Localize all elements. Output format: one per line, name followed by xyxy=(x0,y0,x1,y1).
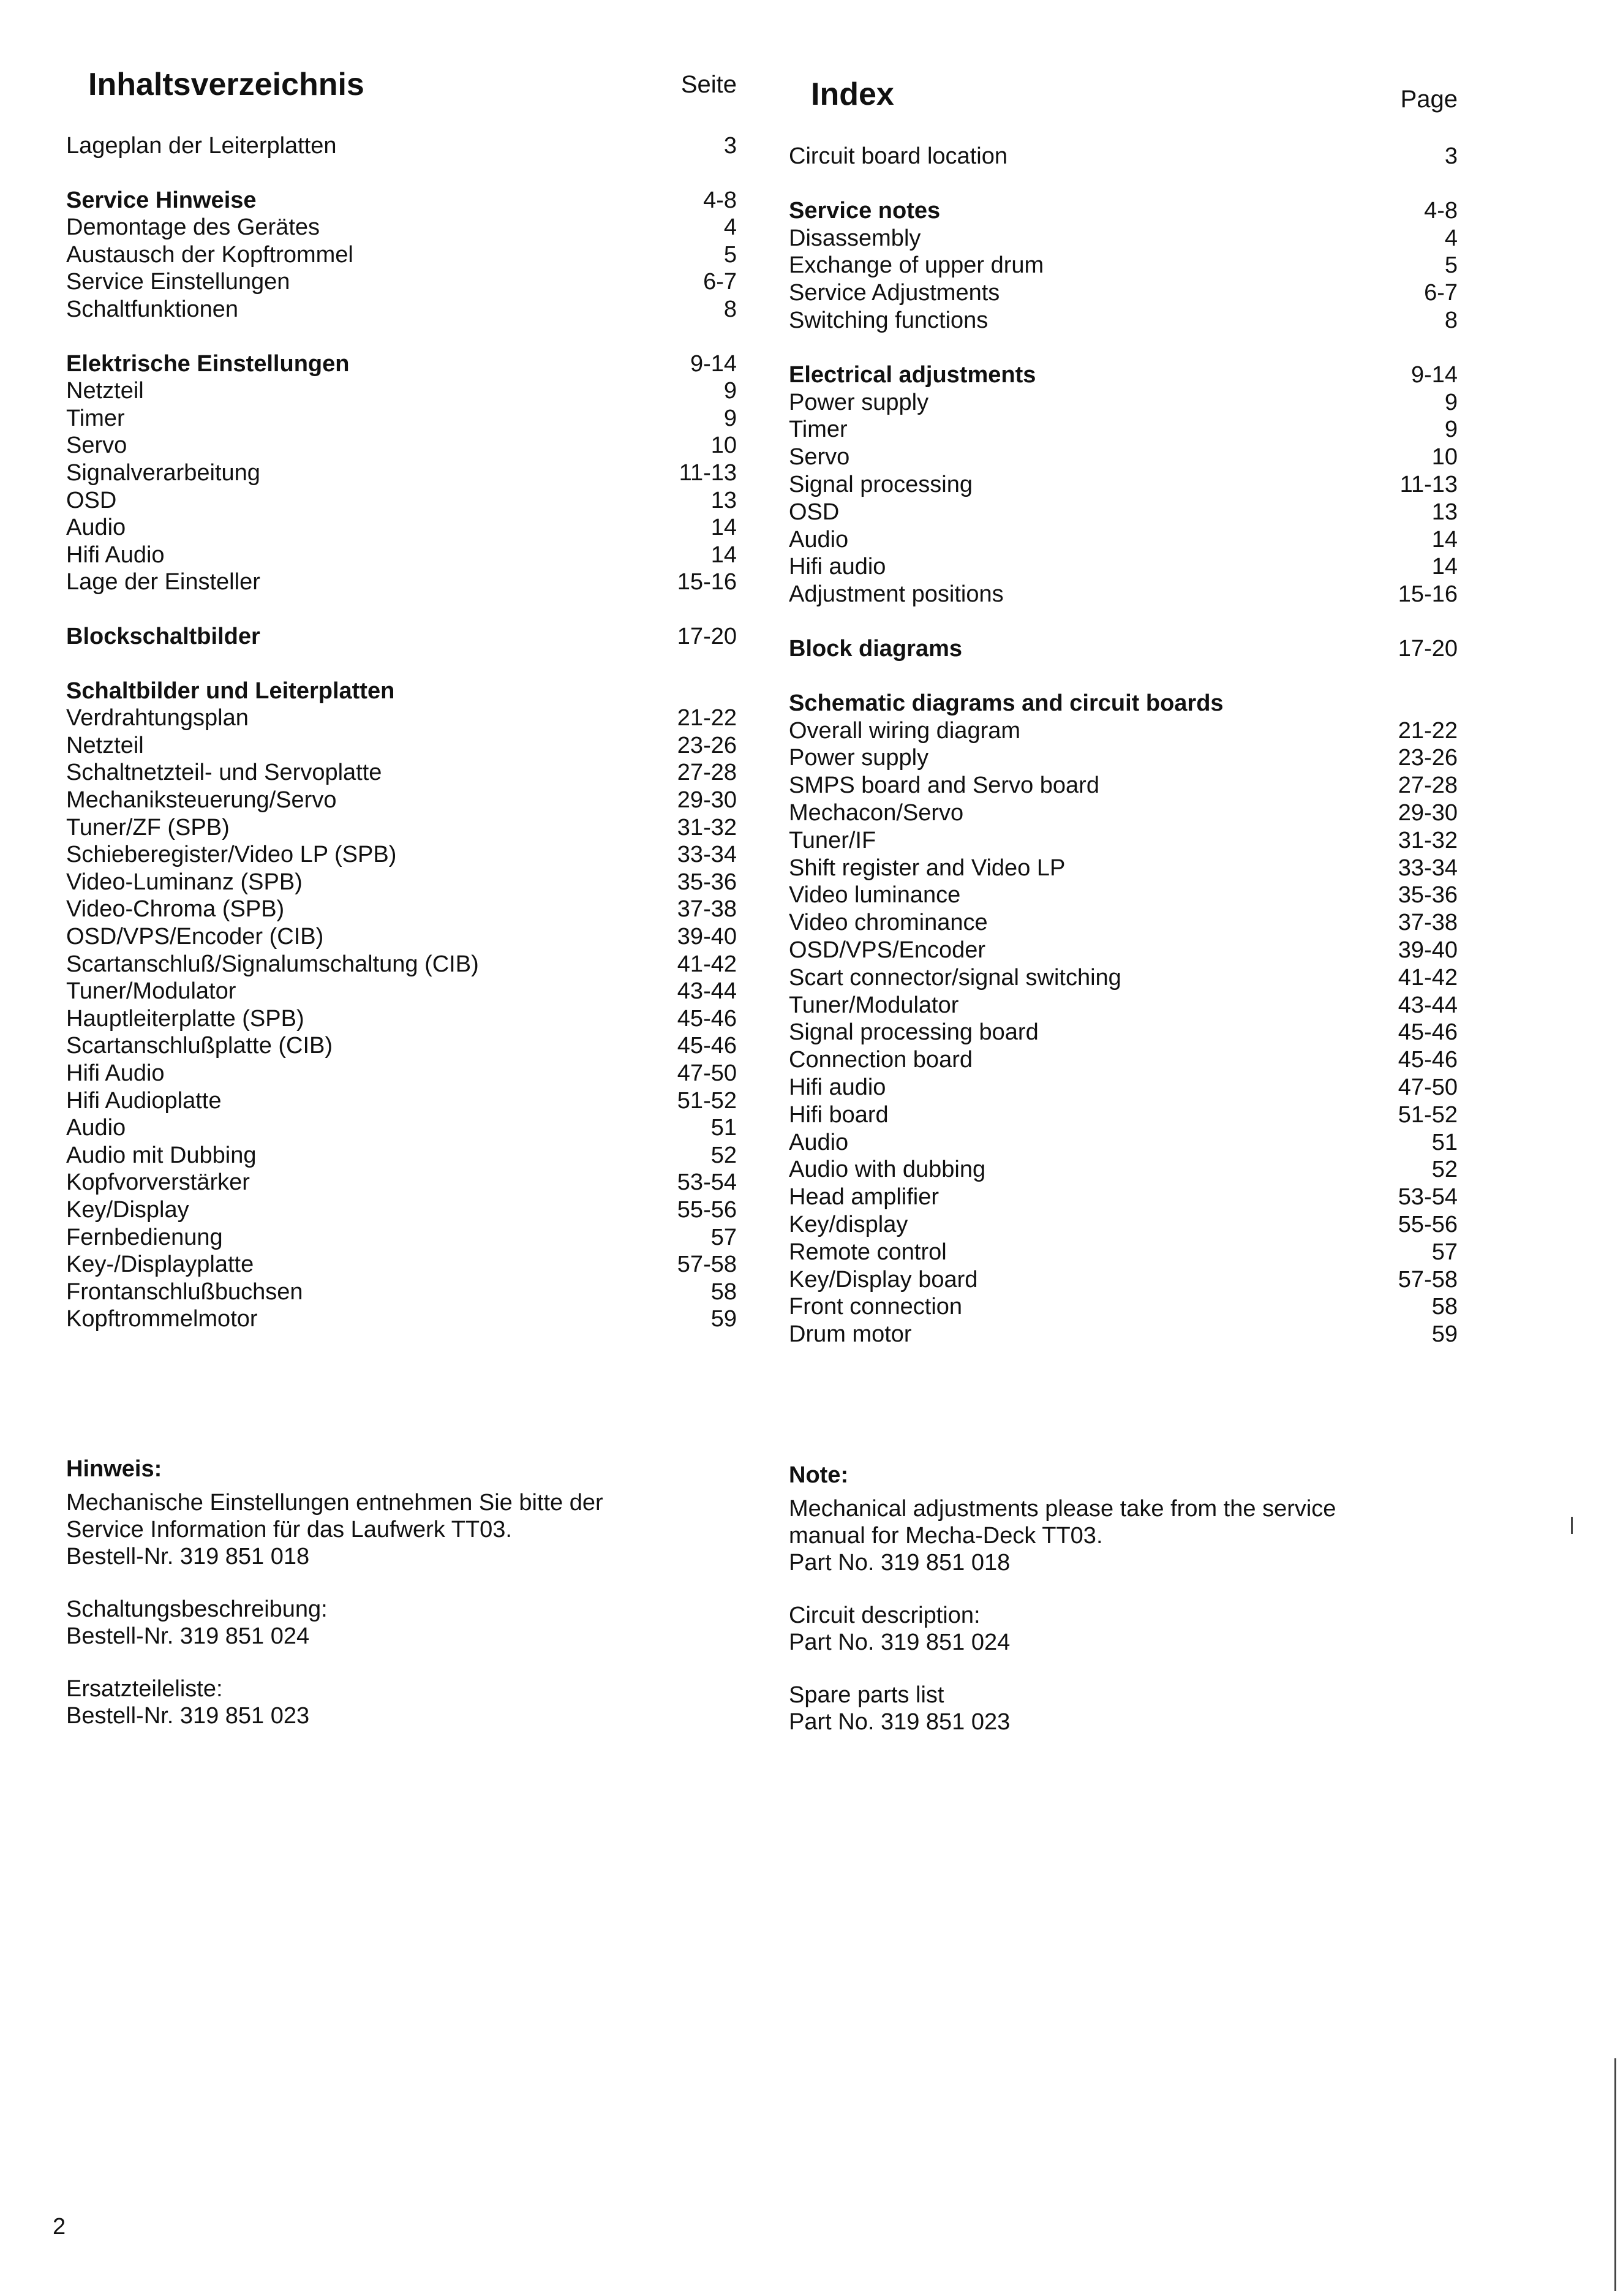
toc-entry-page: 13 xyxy=(710,487,737,513)
toc-entry-title: Schaltfunktionen xyxy=(66,296,238,322)
toc-entry xyxy=(66,213,737,241)
toc-entry xyxy=(66,568,737,596)
toc-entry xyxy=(66,840,737,869)
toc-entry xyxy=(789,415,1458,444)
toc-entry-title: Tuner/Modulator xyxy=(789,992,959,1018)
toc-entry xyxy=(66,295,737,323)
toc-entry-page: 27-28 xyxy=(1398,772,1458,799)
scan-edge-mark xyxy=(1614,2058,1616,2291)
toc-entry-title: Circuit board location xyxy=(789,143,1007,169)
toc-entry xyxy=(789,881,1458,909)
toc-entry xyxy=(66,1059,737,1087)
toc-entry-title: Video chrominance xyxy=(789,910,988,936)
page-number: 2 xyxy=(53,2214,66,2240)
toc-entry xyxy=(66,677,737,705)
toc-entry xyxy=(789,1073,1458,1101)
toc-entry-title: Tuner/IF xyxy=(789,827,876,853)
toc-entry-title: Electrical adjustments xyxy=(789,361,1036,388)
toc-entry-page: 9-14 xyxy=(690,350,737,377)
toc-entry-title: Scartanschlußplatte (CIB) xyxy=(66,1033,333,1059)
toc-entry-page: 10 xyxy=(710,432,737,459)
toc-entry-title: Frontanschlußbuchsen xyxy=(66,1278,303,1305)
toc-entry-page: 43-44 xyxy=(677,978,737,1005)
toc-entry xyxy=(789,1320,1458,1348)
toc-entry-page: 52 xyxy=(1431,1157,1458,1183)
toc-entry-page: 14 xyxy=(1431,554,1458,580)
toc-entry xyxy=(66,1114,737,1142)
toc-entry xyxy=(789,1101,1458,1129)
toc-entry-title: Audio xyxy=(789,526,849,553)
toc-entry xyxy=(789,498,1458,526)
note-title-german: Hinweis: xyxy=(66,1456,162,1482)
toc-entry-page: 53-54 xyxy=(677,1169,737,1196)
toc-entry-title: Hifi board xyxy=(789,1101,889,1128)
toc-entry xyxy=(66,377,737,405)
toc-entry-page: 9-14 xyxy=(1410,361,1458,388)
toc-entry-title: Power supply xyxy=(789,389,929,415)
note-line-english-3: Part No. 319 851 018 xyxy=(789,1550,1011,1576)
toc-entry xyxy=(66,1141,737,1169)
toc-entry xyxy=(66,704,737,732)
toc-entry-page: 6-7 xyxy=(1424,280,1458,306)
toc-entry-page: 5 xyxy=(723,241,737,268)
toc-entry xyxy=(789,1128,1458,1157)
toc-entry-page: 58 xyxy=(710,1278,737,1305)
toc-entry-page: 21-22 xyxy=(677,705,737,731)
toc-entry xyxy=(66,1305,737,1333)
toc-entry xyxy=(66,1278,737,1306)
toc-entry-title: Front connection xyxy=(789,1294,963,1320)
toc-entry xyxy=(789,854,1458,882)
toc-entry-page: 55-56 xyxy=(677,1197,737,1223)
toc-entry xyxy=(789,908,1458,937)
toc-entry xyxy=(66,758,737,787)
toc-entry-title: Connection board xyxy=(789,1047,973,1073)
toc-entry xyxy=(66,513,737,542)
toc-entry-title: Netzteil xyxy=(66,378,144,404)
toc-entry-page: 8 xyxy=(1444,308,1458,333)
toc-entry-page: 5 xyxy=(1444,252,1458,279)
toc-entry-title: Tuner/Modulator xyxy=(66,978,236,1005)
toc-entry xyxy=(789,635,1458,663)
toc-entry-page: 45-46 xyxy=(677,1005,737,1032)
toc-entry-page: 45-46 xyxy=(1398,1047,1458,1073)
toc-entry-title: Demontage des Gerätes xyxy=(66,214,320,241)
toc-entry-title: Kopftrommelmotor xyxy=(66,1306,258,1332)
circuit-description-part-english: Part No. 319 851 024 xyxy=(789,1629,1011,1655)
toc-entry-page: 51 xyxy=(710,1115,737,1141)
toc-entry-title: Shift register and Video LP xyxy=(789,855,1066,881)
toc-entry xyxy=(66,350,737,378)
toc-entry xyxy=(789,197,1458,225)
toc-entry-page: 10 xyxy=(1431,444,1458,470)
toc-entry xyxy=(66,786,737,814)
toc-entry-page: 35-36 xyxy=(1398,882,1458,908)
toc-entry-title: OSD/VPS/Encoder xyxy=(789,937,986,963)
toc-entry xyxy=(789,936,1458,964)
toc-entry xyxy=(66,977,737,1005)
toc-entry-title: Mechaniksteuerung/Servo xyxy=(66,787,337,813)
toc-entry-title: Audio with dubbing xyxy=(789,1157,986,1183)
toc-entry-page: 58 xyxy=(1431,1294,1458,1320)
toc-entry-page: 51-52 xyxy=(1398,1101,1458,1128)
toc-entry-title: Video-Chroma (SPB) xyxy=(66,896,285,923)
toc-entry xyxy=(789,717,1458,745)
toc-entry-page: 9 xyxy=(723,378,737,404)
toc-entry-title: Power supply xyxy=(789,745,929,771)
toc-entry xyxy=(66,1196,737,1224)
toc-entry-title: Blockschaltbilder xyxy=(66,624,260,649)
toc-entry-title: Hifi Audioplatte xyxy=(66,1087,222,1114)
toc-entry-title: Tuner/ZF (SPB) xyxy=(66,814,230,840)
toc-entry-title: Austausch der Kopftrommel xyxy=(66,241,353,268)
toc-entry-page: 39-40 xyxy=(1398,937,1458,963)
toc-entry xyxy=(789,1183,1458,1211)
page-column-label-english: Page xyxy=(1400,86,1458,113)
toc-entry xyxy=(66,431,737,459)
toc-entry-page: 47-50 xyxy=(677,1060,737,1086)
toc-entry-title: Timer xyxy=(66,405,125,431)
toc-entry-page: 41-42 xyxy=(677,951,737,977)
toc-entry-page: 47-50 xyxy=(1398,1074,1458,1100)
toc-entry-title: Audio mit Dubbing xyxy=(66,1142,257,1168)
toc-entry-title: Head amplifier xyxy=(789,1184,939,1210)
toc-entry-title: Schieberegister/Video LP (SPB) xyxy=(66,842,397,868)
toc-entry-page: 55-56 xyxy=(1398,1212,1458,1237)
toc-entry-title: Block diagrams xyxy=(789,636,962,662)
toc-entry xyxy=(789,689,1458,717)
toc-entry xyxy=(789,251,1458,279)
toc-entry-title: Drum motor xyxy=(789,1321,912,1348)
toc-entry-page: 37-38 xyxy=(677,896,737,923)
note-line-german-3: Bestell-Nr. 319 851 018 xyxy=(66,1544,310,1569)
toc-entry xyxy=(789,991,1458,1019)
toc-entry-page: 51-52 xyxy=(677,1087,737,1114)
toc-entry xyxy=(789,744,1458,772)
toc-entry xyxy=(66,1005,737,1033)
toc-entry-title: Video luminance xyxy=(789,882,961,908)
note-line-german-1: Mechanische Einstellungen entnehmen Sie bitte der xyxy=(66,1490,603,1516)
toc-entry xyxy=(66,895,737,923)
toc-entry xyxy=(789,142,1458,170)
toc-entry-title: OSD xyxy=(789,499,840,525)
toc-entry-title: Hifi Audio xyxy=(66,1060,165,1086)
spare-parts-part-english: Part No. 319 851 023 xyxy=(789,1709,1011,1735)
toc-entry-title: Service Einstellungen xyxy=(66,269,290,295)
toc-entry xyxy=(66,541,737,569)
page-column-label-german: Seite xyxy=(680,71,737,98)
toc-entry xyxy=(66,132,737,160)
toc-entry xyxy=(66,1168,737,1196)
toc-entry-page: 31-32 xyxy=(677,814,737,840)
toc-entry-page: 52 xyxy=(710,1142,737,1168)
toc-entry-page: 57-58 xyxy=(1398,1266,1458,1293)
toc-entry xyxy=(789,443,1458,471)
toc-entry xyxy=(789,771,1458,799)
toc-entry-title: Schematic diagrams and circuit boards xyxy=(789,690,1224,716)
toc-entry-title: Service Hinweise xyxy=(66,187,257,213)
toc-entry xyxy=(66,622,737,651)
toc-entry xyxy=(789,1266,1458,1294)
note-title-english: Note: xyxy=(789,1462,849,1488)
toc-entry xyxy=(66,268,737,296)
toc-entry-title: Remote control xyxy=(789,1239,947,1265)
toc-entry-page: 35-36 xyxy=(677,869,737,895)
toc-entry-page: 9 xyxy=(1444,389,1458,415)
circuit-description-label-english: Circuit description: xyxy=(789,1603,981,1628)
toc-entry-title: Timer xyxy=(789,417,848,443)
toc-entry-title: Netzteil xyxy=(66,732,144,758)
toc-entry-page: 45-46 xyxy=(677,1033,737,1059)
toc-entry-page: 8 xyxy=(723,296,737,322)
spare-parts-label-english: Spare parts list xyxy=(789,1682,944,1708)
toc-entry-page: 13 xyxy=(1431,499,1458,525)
toc-entry-page: 14 xyxy=(710,515,737,541)
toc-entry-title: Fernbedienung xyxy=(66,1224,223,1250)
toc-entry xyxy=(66,1250,737,1278)
toc-entry-title: Audio xyxy=(789,1129,849,1155)
toc-entry-title: Hifi Audio xyxy=(66,542,165,568)
toc-entry-title: Key/display xyxy=(789,1212,908,1237)
toc-entry xyxy=(789,388,1458,417)
toc-entry-page: 29-30 xyxy=(677,787,737,813)
toc-entry-page: 15-16 xyxy=(677,569,737,595)
toc-entry xyxy=(66,241,737,269)
toc-entry-page: 4-8 xyxy=(703,187,737,213)
toc-entry-page: 6-7 xyxy=(703,269,737,295)
toc-entry-title: Schaltbilder und Leiterplatten xyxy=(66,678,395,704)
toc-entry xyxy=(789,1018,1458,1046)
toc-entry-title: Service notes xyxy=(789,197,941,224)
toc-entry-page: 15-16 xyxy=(1398,581,1458,608)
toc-entry-title: Schaltnetzteil- und Servoplatte xyxy=(66,760,382,786)
toc-entry-title: Switching functions xyxy=(789,308,988,333)
toc-entry-title: Audio xyxy=(66,515,126,541)
toc-entry xyxy=(789,826,1458,855)
toc-entry xyxy=(66,814,737,842)
toc-entry-page: 11-13 xyxy=(1399,472,1458,497)
toc-title-english: Index xyxy=(811,77,894,112)
toc-entry xyxy=(789,224,1458,252)
toc-entry-page: 57 xyxy=(710,1224,737,1250)
toc-entry-title: Adjustment positions xyxy=(789,581,1004,608)
toc-entry-title: Audio xyxy=(66,1115,126,1141)
toc-entry xyxy=(789,799,1458,827)
scan-speck xyxy=(1571,1517,1573,1534)
toc-entry-title: Servo xyxy=(789,444,850,470)
toc-entry-page: 39-40 xyxy=(677,924,737,950)
toc-entry xyxy=(789,1210,1458,1239)
toc-entry-title: Service Adjustments xyxy=(789,280,1000,306)
toc-entry-title: Scartanschluß/Signalumschaltung (CIB) xyxy=(66,951,479,977)
circuit-description-label-german: Schaltungsbeschreibung: xyxy=(66,1596,328,1622)
toc-entry-title: Overall wiring diagram xyxy=(789,717,1021,744)
toc-entry xyxy=(66,1223,737,1252)
toc-entry-title: OSD xyxy=(66,487,117,513)
toc-entry xyxy=(66,1087,737,1115)
note-line-german-2: Service Information für das Laufwerk TT03. xyxy=(66,1517,512,1543)
toc-title-german: Inhaltsverzeichnis xyxy=(88,67,364,102)
toc-entry xyxy=(66,404,737,432)
toc-entry-page: 27-28 xyxy=(677,760,737,786)
toc-entry xyxy=(789,526,1458,554)
toc-entry-title: Verdrahtungsplan xyxy=(66,705,249,731)
toc-entry-page: 3 xyxy=(723,133,737,159)
toc-entry-page: 33-34 xyxy=(1398,855,1458,881)
toc-entry-page: 59 xyxy=(1431,1321,1458,1348)
toc-entry-title: Signalverarbeitung xyxy=(66,460,260,486)
toc-entry-title: SMPS board and Servo board xyxy=(789,772,1099,799)
circuit-description-part-german: Bestell-Nr. 319 851 024 xyxy=(66,1623,310,1649)
toc-entry xyxy=(66,868,737,896)
toc-entry-title: Signal processing board xyxy=(789,1019,1039,1046)
toc-entry-page: 23-26 xyxy=(677,732,737,758)
toc-entry-page: 31-32 xyxy=(1398,827,1458,853)
toc-entry-page: 59 xyxy=(710,1306,737,1332)
toc-entry-page: 57-58 xyxy=(677,1252,737,1278)
toc-entry-title: Lageplan der Leiterplatten xyxy=(66,133,337,159)
toc-entry xyxy=(789,553,1458,581)
toc-entry xyxy=(66,459,737,487)
toc-entry-page: 4 xyxy=(1444,225,1458,251)
toc-entry-page: 14 xyxy=(710,542,737,568)
toc-entry-page: 9 xyxy=(723,405,737,431)
toc-entry-page: 4 xyxy=(723,214,737,241)
toc-entry xyxy=(789,470,1458,499)
toc-entry xyxy=(789,1293,1458,1321)
toc-entry xyxy=(66,731,737,760)
toc-entry xyxy=(66,486,737,515)
toc-entry-page: 9 xyxy=(1444,417,1458,443)
toc-entry-page: 3 xyxy=(1444,143,1458,169)
toc-entry-page: 53-54 xyxy=(1398,1184,1458,1210)
spare-parts-label-german: Ersatzteileliste: xyxy=(66,1676,223,1702)
toc-entry-page: 17-20 xyxy=(1398,636,1458,662)
toc-entry-title: Disassembly xyxy=(789,225,921,251)
toc-entry-page: 29-30 xyxy=(1398,800,1458,826)
toc-entry-page: 23-26 xyxy=(1398,745,1458,771)
toc-entry-page: 4-8 xyxy=(1424,197,1458,224)
toc-entry-title: OSD/VPS/Encoder (CIB) xyxy=(66,924,324,950)
toc-entry-page: 21-22 xyxy=(1398,717,1458,744)
toc-entry-page: 37-38 xyxy=(1398,910,1458,936)
toc-entry-title: Elektrische Einstellungen xyxy=(66,350,350,377)
toc-entry-page: 51 xyxy=(1431,1129,1458,1155)
note-line-english-2: manual for Mecha-Deck TT03. xyxy=(789,1523,1103,1549)
toc-entry xyxy=(789,1046,1458,1074)
toc-entry xyxy=(789,361,1458,389)
toc-entry-title: Video-Luminanz (SPB) xyxy=(66,869,303,895)
toc-entry xyxy=(789,580,1458,608)
toc-entry-title: Key/Display board xyxy=(789,1266,978,1293)
toc-entry-page: 57 xyxy=(1431,1239,1458,1265)
toc-entry-title: Scart connector/signal switching xyxy=(789,964,1121,991)
toc-entry xyxy=(66,186,737,214)
toc-entry xyxy=(789,1155,1458,1184)
toc-entry xyxy=(789,279,1458,307)
toc-entry-page: 41-42 xyxy=(1398,964,1458,991)
toc-entry-title: Hifi audio xyxy=(789,554,886,580)
toc-entry-page: 43-44 xyxy=(1398,992,1458,1018)
toc-entry xyxy=(789,964,1458,992)
toc-entry-page: 14 xyxy=(1431,526,1458,553)
toc-entry-title: Hifi audio xyxy=(789,1074,886,1100)
toc-entry xyxy=(789,306,1458,334)
toc-entry-title: Key/Display xyxy=(66,1197,189,1223)
toc-entry-title: Signal processing xyxy=(789,472,973,497)
toc-entry-title: Mechacon/Servo xyxy=(789,800,964,826)
note-line-english-1: Mechanical adjustments please take from the service xyxy=(789,1496,1336,1522)
toc-entry-title: Exchange of upper drum xyxy=(789,252,1044,279)
toc-entry-title: Kopfvorverstärker xyxy=(66,1169,250,1196)
toc-entry xyxy=(66,950,737,978)
spare-parts-part-german: Bestell-Nr. 319 851 023 xyxy=(66,1703,310,1729)
toc-entry-page: 33-34 xyxy=(677,842,737,868)
toc-entry-title: Lage der Einsteller xyxy=(66,569,260,595)
toc-entry xyxy=(789,1238,1458,1266)
toc-entry-title: Servo xyxy=(66,432,127,459)
toc-entry-title: Key-/Displayplatte xyxy=(66,1252,254,1278)
toc-entry-page: 17-20 xyxy=(677,624,737,649)
toc-entry-page: 45-46 xyxy=(1398,1019,1458,1046)
toc-entry-page: 11-13 xyxy=(679,460,737,486)
toc-entry-title: Hauptleiterplatte (SPB) xyxy=(66,1005,304,1032)
toc-entry xyxy=(66,923,737,951)
toc-entry xyxy=(66,1032,737,1060)
